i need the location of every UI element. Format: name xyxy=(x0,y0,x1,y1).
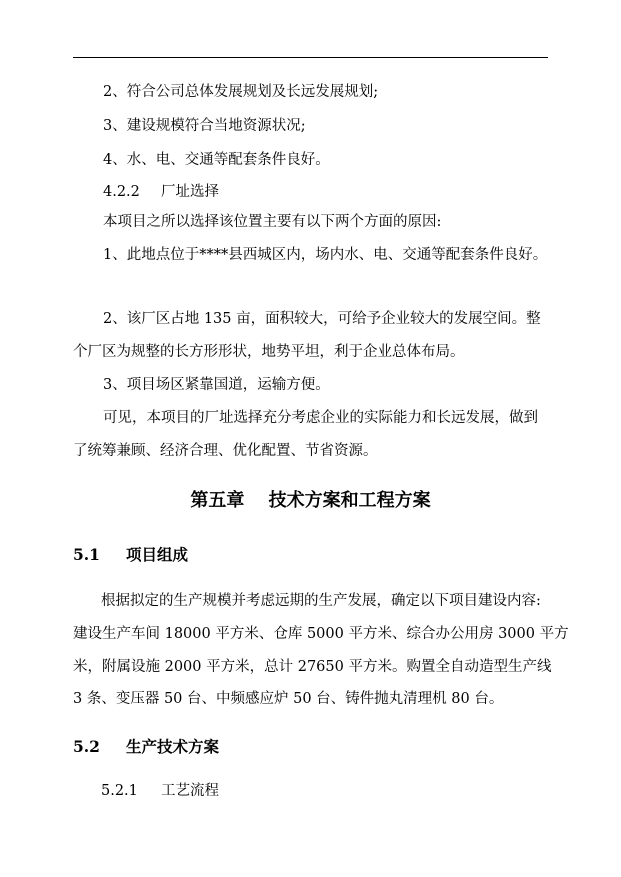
sub-heading-number: 5.2.1 xyxy=(101,783,138,799)
section-number: 5.2 xyxy=(73,737,100,756)
paragraph-line: 3 条、变压器 50 台、中频感应炉 50 台、铸件抛丸清理机 80 台。 xyxy=(73,691,504,707)
paragraph-line: 建设生产车间 18000 平方米、仓库 5000 平方米、综合办公用房 3000 平方 xyxy=(73,626,569,642)
list-item: 1、此地点位于****县西城区内，场内水、电、交通等配套条件良好。 xyxy=(103,247,548,263)
sub-heading-title: 厂址选择 xyxy=(161,184,219,200)
paragraph-line: 米，附属设施 2000 平方米，总计 27650 平方米。购置全自动造型生产线 xyxy=(73,659,552,675)
paragraph-line: 2、该厂区占地 135 亩，面积较大，可给予企业较大的发展空间。整 xyxy=(103,311,541,327)
section-heading-5-1 xyxy=(73,544,188,566)
section-title: 生产技术方案 xyxy=(126,737,220,756)
paragraph-line: 根据拟定的生产规模并考虑远期的生产发展，确定以下项目建设内容: xyxy=(101,593,541,609)
header-rule xyxy=(73,57,548,58)
section-number: 5.1 xyxy=(73,545,100,564)
list-item: 3、建设规模符合当地资源状况; xyxy=(103,118,306,134)
section-heading-5-2 xyxy=(73,736,219,758)
list-item: 4、水、电、交通等配套条件良好。 xyxy=(103,152,330,168)
sub-heading-4-2-2 xyxy=(103,182,581,202)
chapter-title: 第五章 技术方案和工程方案 xyxy=(190,490,431,511)
paragraph-line: 了统筹兼顾、经济合理、优化配置、节省资源。 xyxy=(73,443,378,459)
list-item: 2、符合公司总体发展规划及长远发展规划; xyxy=(103,84,379,100)
paragraph-line: 个厂区为规整的长方形形状，地势平坦，利于企业总体布局。 xyxy=(73,344,465,360)
section-title: 项目组成 xyxy=(126,545,189,564)
sub-heading-number: 4.2.2 xyxy=(103,184,140,200)
paragraph: 本项目之所以选择该位置主要有以下两个方面的原因: xyxy=(103,214,442,230)
sub-heading-title: 工艺流程 xyxy=(161,783,219,799)
list-item: 3、项目场区紧靠国道，运输方便。 xyxy=(103,377,330,393)
sub-heading-5-2-1 xyxy=(101,781,579,801)
paragraph-line: 可见，本项目的厂址选择充分考虑企业的实际能力和长远发展，做到 xyxy=(103,410,538,426)
